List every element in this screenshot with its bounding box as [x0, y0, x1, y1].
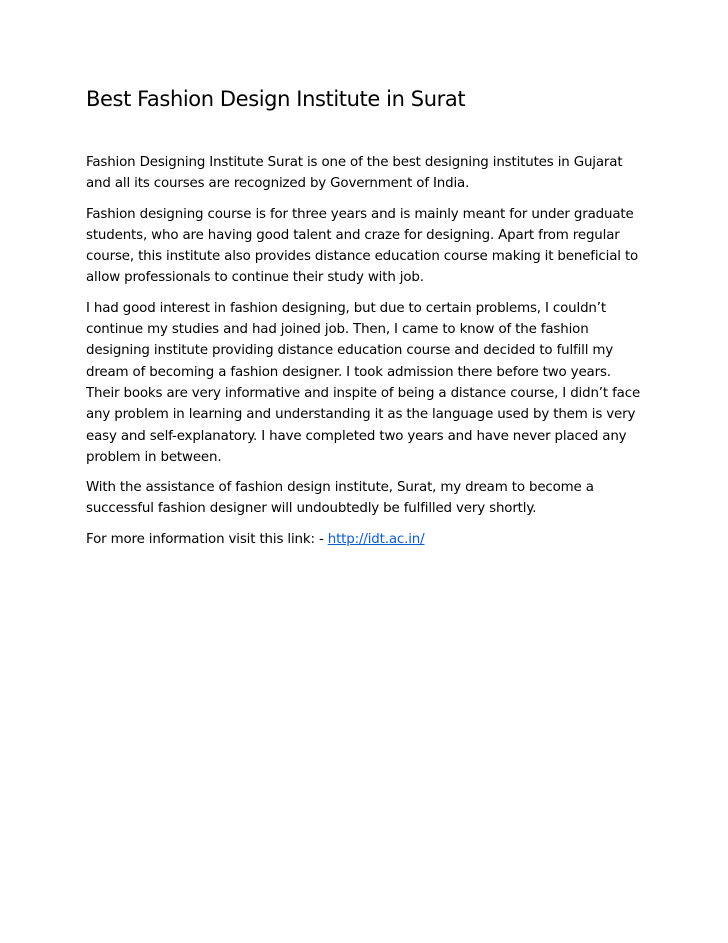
- paragraph-conclusion: With the assistance of fashion design institute, Surat, my dream to become a successful fashion designer will undoubtedly be fulfilled very shortly.: [86, 480, 594, 517]
- website-link[interactable]: http://idt.ac.in/: [327, 531, 425, 547]
- paragraph-intro: Fashion Designing Institute Surat is one of the best designing institutes in Gujarat and all its courses are recognized by Government of India.: [86, 155, 623, 192]
- paragraph-course: Fashion designing course is for three years and is mainly meant for under graduate students, who are having good talent and craze for designing. Apart from regular course, this institute also provides distance education course making it beneficial to allow professionals to continue their study with job.: [86, 206, 639, 286]
- closing-prefix: For more information visit this link: -: [86, 531, 328, 547]
- closing-line: [86, 529, 646, 550]
- document-page: [86, 84, 646, 559]
- paragraph-experience: I had good interest in fashion designing, but due to certain problems, I couldn’t continue my studies and had joined job. Then, I came to know of the fashion designing institute providing distance education course and decided to fulfill my dream of becoming a fashion designer. I took admission there before two years. Their books are very informative and inspite of being a distance course, I didn’t face any problem in learning and understanding it as the language used by them is very easy and self-explanatory. I have completed two years and have never placed any problem in between.: [86, 300, 641, 465]
- document-title: Best Fashion Design Institute in Surat: [86, 87, 466, 111]
